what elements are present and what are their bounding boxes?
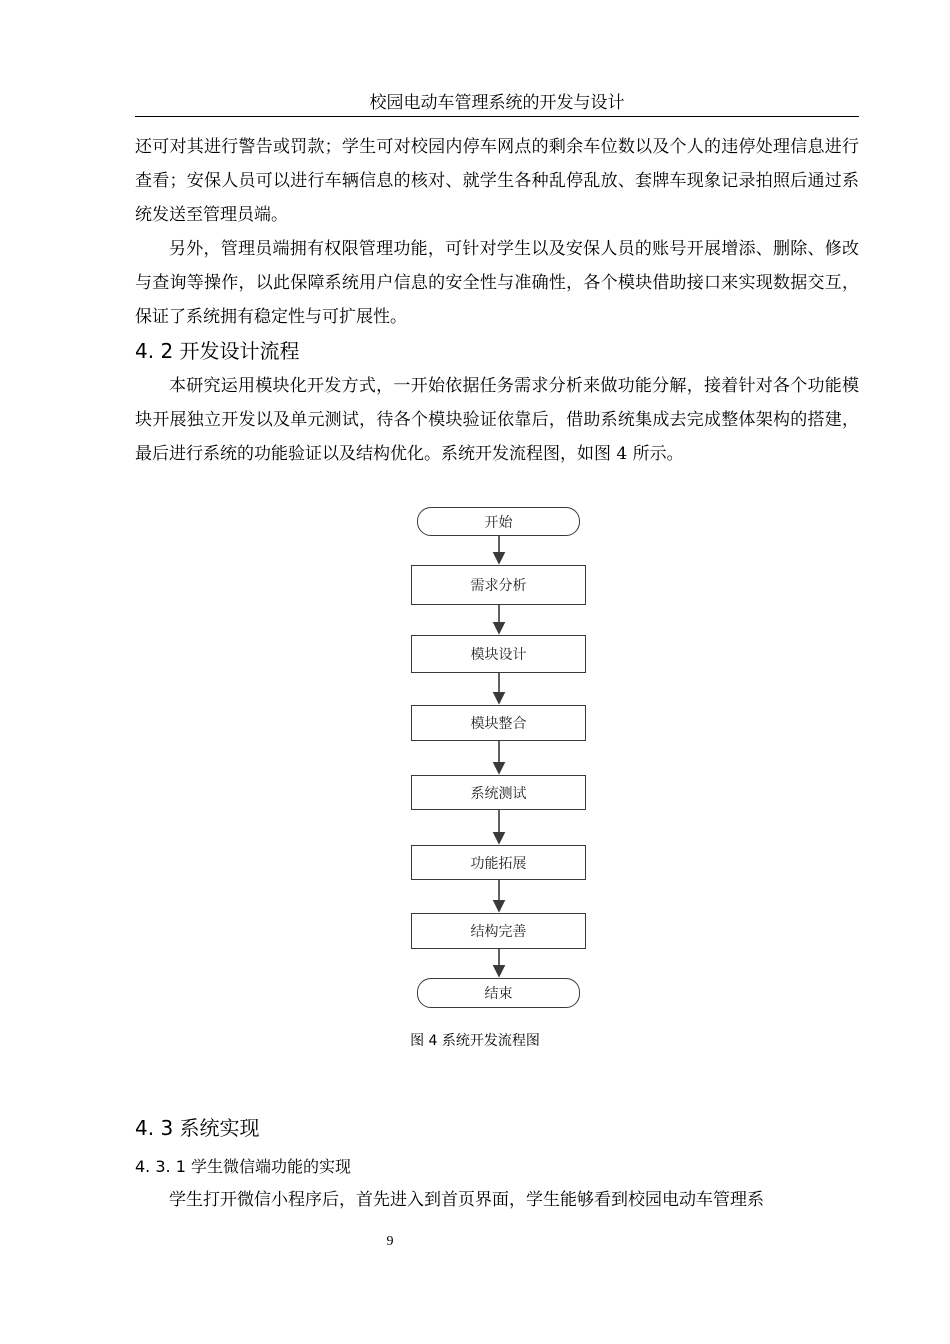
flow-node-module-design: 模块设计 — [411, 635, 586, 673]
flow-node-structure-refine: 结构完善 — [411, 913, 586, 949]
section-heading-4-2: 4. 2 开发设计流程 — [135, 339, 300, 363]
flow-node-end: 结束 — [417, 978, 580, 1008]
paragraph-student-wechat: 学生打开微信小程序后，首先进入到首页界面，学生能够看到校园电动车管理系 — [169, 1190, 764, 1210]
flow-node-requirements: 需求分析 — [411, 565, 586, 605]
flow-node-feature-expansion: 功能拓展 — [411, 845, 586, 880]
subsection-heading-4-3-1: 4. 3. 1 学生微信端功能的实现 — [135, 1157, 351, 1176]
page-number: 9 — [386, 1234, 394, 1249]
paragraph-admin-permissions: 另外，管理员端拥有权限管理功能，可针对学生以及安保人员的账号开展增添、删除、修改与查询等操作，以此保障系统用户信息的安全性与准确性，各个模块借助接口来实现数据交互，保证了系统拥有稳定性与可扩展性。 — [135, 239, 859, 327]
running-header: 校园电动车管理系统的开发与设计 — [135, 90, 859, 117]
flow-node-module-integration: 模块整合 — [411, 705, 586, 741]
flow-node-start: 开始 — [417, 507, 580, 536]
flow-node-system-test: 系统测试 — [411, 775, 586, 810]
section-heading-4-3: 4. 3 系统实现 — [135, 1116, 260, 1140]
paragraph-dev-process: 本研究运用模块化开发方式，一开始依据任务需求分析来做功能分解，接着针对各个功能模块开展独立开发以及单元测试，待各个模块验证依靠后，借助系统集成去完成整体架构的搭建，最后进行系统的功能验证以及结构优化。系统开发流程图，如图 4 所示。 — [135, 376, 859, 464]
paragraph-continuation: 还可对其进行警告或罚款；学生可对校园内停车网点的剩余车位数以及个人的违停处理信息进行查看；安保人员可以进行车辆信息的核对、就学生各种乱停乱放、套牌车现象记录拍照后通过系统发送至管理员端。 — [135, 137, 859, 225]
figure-caption: 图 4 系统开发流程图 — [410, 1033, 540, 1049]
flowchart — [400, 505, 600, 1010]
